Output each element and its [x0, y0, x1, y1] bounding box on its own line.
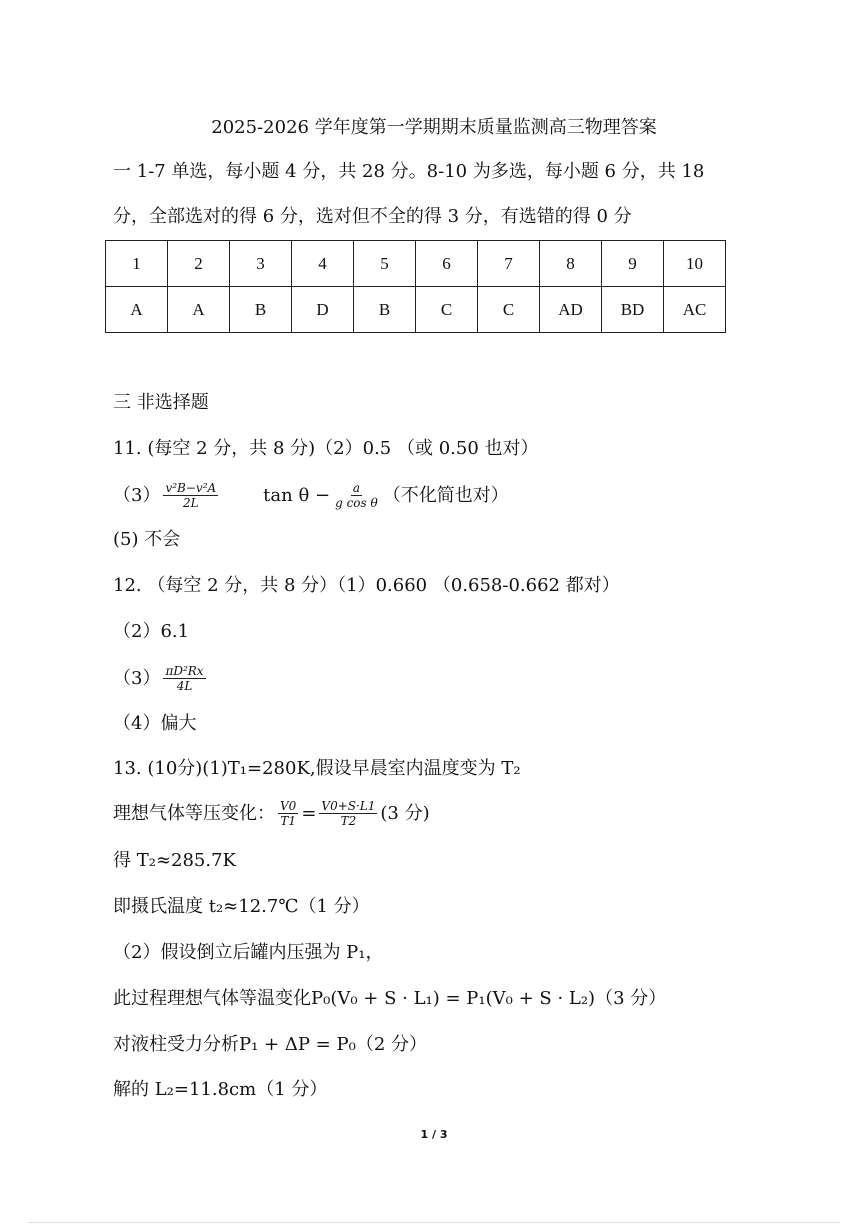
answer-cell: AC	[664, 287, 726, 333]
question-number-cell: 5	[354, 241, 416, 287]
q13-line2-prefix: 理想气体等压变化：	[113, 802, 275, 824]
answer-cell: C	[416, 287, 478, 333]
q13-line2-score: (3 分)	[380, 802, 430, 824]
q11-fraction-1-numerator: v²B−v²A	[165, 481, 217, 495]
q11-part3	[113, 481, 509, 510]
answer-cell: A	[106, 287, 168, 333]
answer-cell: B	[230, 287, 292, 333]
q11-fraction-2-numerator: a	[352, 481, 360, 495]
section1-instructions-line1: 一 1-7 单选，每小题 4 分，共 28 分。8-10 为多选，每小题 6 分，共 18	[113, 161, 705, 182]
section3-heading: 三 非选择题	[113, 392, 209, 413]
q13-fraction-a	[278, 799, 298, 828]
question-number-cell: 8	[540, 241, 602, 287]
q12-fraction	[163, 664, 205, 693]
answer-cell: AD	[540, 287, 602, 333]
q11-fraction-1-denominator: 2L	[183, 496, 199, 510]
answer-table	[105, 240, 726, 333]
q11-line1: 11. (每空 2 分，共 8 分)（2）0.5 （或 0.50 也对）	[113, 438, 539, 459]
q13-line6: 此过程理想气体等温变化P₀(V₀ + S · L₁) = P₁(V₀ + S · L₂)（3 分）	[113, 988, 667, 1009]
q11-fraction-2-denominator: g cos θ	[335, 496, 378, 510]
question-number-cell: 4	[292, 241, 354, 287]
answer-table-answer-row	[106, 287, 726, 333]
q11-fraction-1	[163, 481, 218, 510]
q13-line5: （2）假设倒立后罐内压强为 P₁，	[113, 942, 384, 963]
question-number-cell: 2	[168, 241, 230, 287]
answer-table-number-row	[106, 241, 726, 287]
question-number-cell: 6	[416, 241, 478, 287]
q13-fraction-b	[319, 799, 377, 828]
q13-line1: 13. (10分)(1)T₁=280K,假设早晨室内温度变为 T₂	[113, 758, 521, 779]
page-bottom-divider	[28, 1222, 840, 1223]
answer-cell: A	[168, 287, 230, 333]
q13-fraction-a-numerator: V0	[280, 799, 297, 813]
q11-fraction-2	[333, 481, 380, 510]
answer-cell: BD	[602, 287, 664, 333]
q13-fraction-a-denominator: T1	[280, 814, 296, 828]
q13-line4: 即摄氏温度 t₂≈12.7℃（1 分）	[113, 896, 370, 917]
q11-part5: (5) 不会	[113, 529, 181, 550]
answer-cell: B	[354, 287, 416, 333]
q12-line1: 12. （每空 2 分，共 8 分）（1）0.660 （0.658-0.662 都对）	[113, 575, 620, 596]
q12-part3	[113, 664, 209, 693]
question-number-cell: 3	[230, 241, 292, 287]
q12-part2: （2）6.1	[113, 621, 190, 642]
question-number-cell: 9	[602, 241, 664, 287]
q12-fraction-numerator: πD²Rx	[165, 664, 204, 678]
answer-cell: C	[478, 287, 540, 333]
answer-cell: D	[292, 287, 354, 333]
q11-part3-note: （不化简也对）	[382, 484, 509, 506]
question-number-cell: 7	[478, 241, 540, 287]
q11-part3-label: （3）	[113, 484, 161, 506]
question-number-cell: 1	[106, 241, 168, 287]
q12-part3-label: （3）	[113, 667, 161, 689]
q13-line3: 得 T₂≈285.7K	[113, 850, 237, 871]
q13-fraction-b-numerator: V0+S·L1	[321, 799, 376, 813]
q13-fraction-b-denominator: T2	[340, 814, 357, 828]
page-number: 1 / 3	[420, 1128, 448, 1141]
document-title: 2025-2026 学年度第一学期期末质量监测高三物理答案	[211, 117, 657, 138]
q12-fraction-denominator: 4L	[176, 679, 193, 693]
section1-instructions-line2: 分，全部选对的得 6 分，选对但不全的得 3 分，有选错的得 0 分	[113, 206, 632, 227]
q11-tan-expression: tan θ −	[263, 484, 331, 506]
q12-part4: （4）偏大	[113, 713, 197, 734]
question-number-cell: 10	[664, 241, 726, 287]
q13-line7: 对液柱受力分析P₁ + ΔP = P₀（2 分）	[113, 1034, 427, 1055]
q13-line2	[113, 799, 430, 828]
q13-equals-sign: =	[301, 802, 317, 824]
q13-line8: 解的 L₂=11.8cm（1 分）	[113, 1079, 328, 1100]
